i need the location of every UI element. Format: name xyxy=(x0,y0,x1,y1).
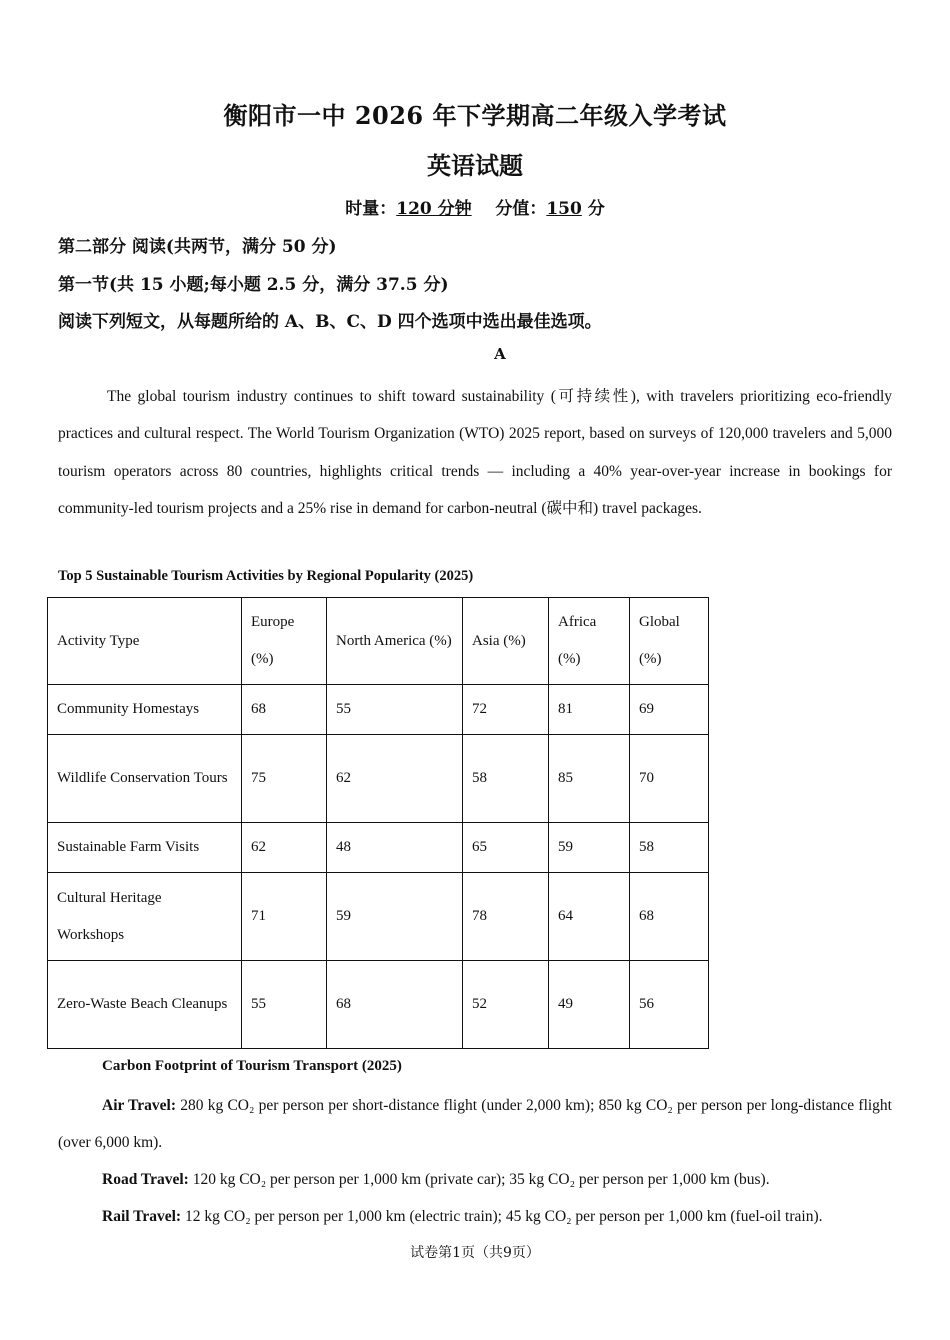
road-travel-line xyxy=(58,1161,892,1198)
score-unit: 分 xyxy=(587,199,605,219)
table-cell: 58 xyxy=(463,735,549,823)
table-cell: 56 xyxy=(630,961,709,1049)
table-row xyxy=(48,735,709,823)
part-heading: 第二部分 阅读(共两节，满分 50 分) xyxy=(58,237,337,257)
table-cell: 85 xyxy=(549,735,630,823)
table-cell: 72 xyxy=(463,685,549,735)
exam-subtitle: 英语试题 xyxy=(427,151,523,180)
table-cell: 71 xyxy=(242,873,327,961)
road-travel-text: 120 kg CO₂ per person per 1,000 km (private car); 35 kg CO₂ per person per 1,000 km (bus). xyxy=(192,1171,770,1188)
table-row xyxy=(48,961,709,1049)
rail-travel-label: Rail Travel: xyxy=(102,1208,182,1225)
table-cell: Community Homestays xyxy=(48,685,242,735)
col-header-asia: Asia (%) xyxy=(463,598,549,685)
table-cell: Zero-Waste Beach Cleanups xyxy=(48,961,242,1049)
table-cell: 55 xyxy=(327,685,463,735)
table-row xyxy=(48,685,709,735)
exam-title: 衡阳市一中 2026 年下学期高二年级入学考试 xyxy=(223,101,727,130)
activity-table xyxy=(47,597,709,1049)
col-header-africa: Africa (%) xyxy=(549,598,630,685)
score-label: 分值： xyxy=(495,199,547,219)
passage-label: A xyxy=(494,345,506,363)
table-cell: 48 xyxy=(327,823,463,873)
table-cell: 70 xyxy=(630,735,709,823)
table-cell: 65 xyxy=(463,823,549,873)
instruction-text: 阅读下列短文，从每题所给的 A、B、C、D 四个选项中选出最佳选项。 xyxy=(58,312,602,332)
time-label: 时量： xyxy=(345,199,397,219)
table-cell: 59 xyxy=(327,873,463,961)
passage-paragraph: The global tourism industry continues to shift toward sustainability (可持续性), with travelers prioritizing eco-friendly practices and cultural respect. The World Tourism Organization (WTO) 2025 report, based on surveys of 120,000 travelers and 5,000 tourism operators across 80 countries, highlights critical trends — including a 40% year-over-year increase in bookings for community-led tourism projects and a 25% rise in demand for carbon-neutral (碳中和) travel packages. xyxy=(58,388,892,518)
rail-travel-line xyxy=(58,1198,892,1235)
table-header-row xyxy=(48,598,709,685)
table-cell: 52 xyxy=(463,961,549,1049)
table-cell: 78 xyxy=(463,873,549,961)
table-cell: 55 xyxy=(242,961,327,1049)
score-value: 150 xyxy=(546,199,582,219)
air-travel-line xyxy=(58,1087,892,1161)
table-cell: 68 xyxy=(242,685,327,735)
table-cell: 75 xyxy=(242,735,327,823)
table-cell: 69 xyxy=(630,685,709,735)
table-cell: 68 xyxy=(327,961,463,1049)
air-travel-label: Air Travel: xyxy=(102,1097,176,1114)
carbon-title: Carbon Footprint of Tourism Transport (2025) xyxy=(102,1058,402,1074)
table-cell: 64 xyxy=(549,873,630,961)
table-cell: Cultural Heritage Workshops xyxy=(48,873,242,961)
rail-travel-text: 12 kg CO₂ per person per 1,000 km (electric train); 45 kg CO₂ per person per 1,000 km (fuel-oil train). xyxy=(184,1208,823,1225)
table-cell: 49 xyxy=(549,961,630,1049)
table-cell: 59 xyxy=(549,823,630,873)
page-footer: 试卷第1页（共9页） xyxy=(410,1245,540,1261)
exam-info xyxy=(0,194,950,219)
table-caption: Top 5 Sustainable Tourism Activities by Regional Popularity (2025) xyxy=(58,568,474,584)
col-header-activity: Activity Type xyxy=(48,598,242,685)
table-cell: 68 xyxy=(630,873,709,961)
time-value: 120 分钟 xyxy=(396,199,472,219)
table-cell: Wildlife Conservation Tours xyxy=(48,735,242,823)
road-travel-label: Road Travel: xyxy=(102,1171,189,1188)
table-cell: 81 xyxy=(549,685,630,735)
table-cell: 62 xyxy=(242,823,327,873)
col-header-global: Global (%) xyxy=(630,598,709,685)
air-travel-text: 280 kg CO₂ per person per short-distance flight (under 2,000 km); 850 kg CO₂ per person per long-distance flight (over 6,000 km). xyxy=(58,1097,892,1151)
table-row xyxy=(48,823,709,873)
col-header-north-america: North America (%) xyxy=(327,598,463,685)
col-header-europe: Europe (%) xyxy=(242,598,327,685)
table-cell: 58 xyxy=(630,823,709,873)
section-heading: 第一节(共 15 小题;每小题 2.5 分，满分 37.5 分) xyxy=(58,275,449,295)
table-cell: Sustainable Farm Visits xyxy=(48,823,242,873)
table-row xyxy=(48,873,709,961)
table-cell: 62 xyxy=(327,735,463,823)
